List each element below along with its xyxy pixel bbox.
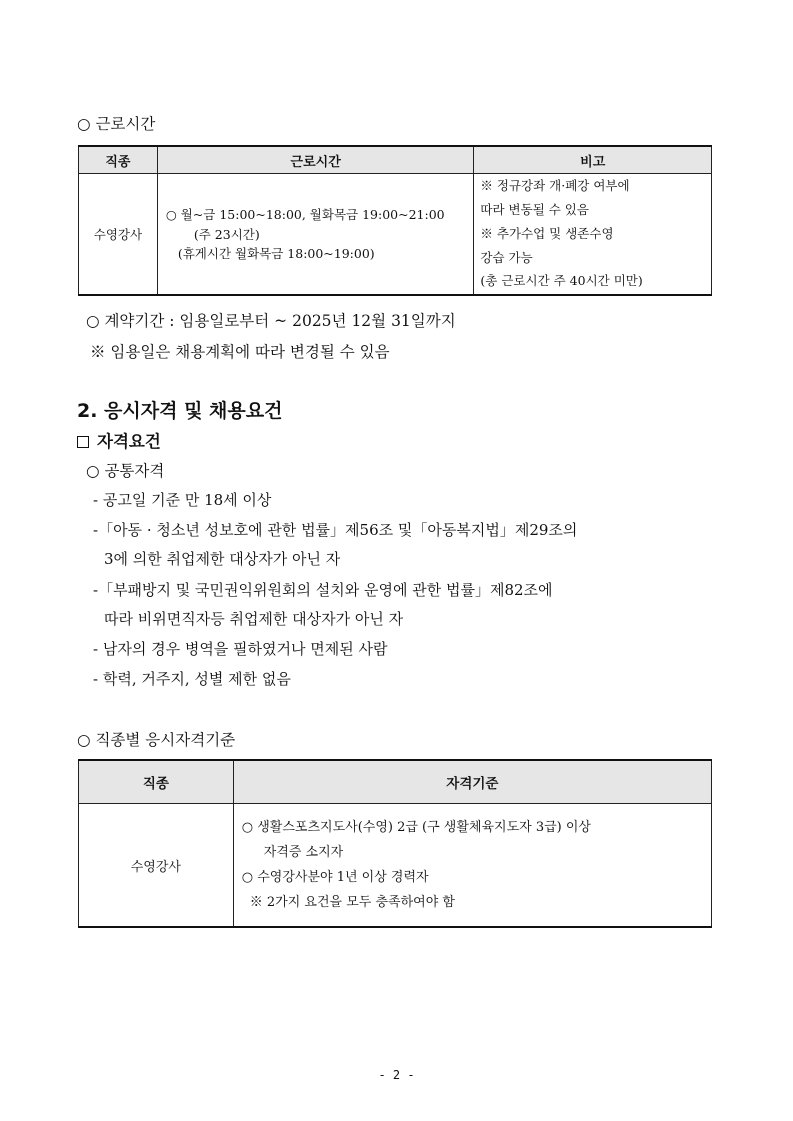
criteria-heading: ○ 직종별 응시자격기준 xyxy=(77,731,236,749)
col-header-remarks: 비고 xyxy=(474,146,712,174)
criteria-line-1: ○ 생활스포츠지도사(수영) 2급 (구 생활체육지도자 3급) 이상 xyxy=(241,820,591,835)
qualification-item: 3에 의한 취업제한 대상자가 아닌 자 xyxy=(104,550,341,568)
job-cell: 수영강사 xyxy=(79,804,234,928)
criteria-line-4: ※ 2가지 요건을 모두 충족하여야 함 xyxy=(249,895,455,910)
qualification-item: - 학력, 거주지, 성별 제한 없음 xyxy=(93,670,291,688)
qualification-subtitle-text: 자격요건 xyxy=(97,432,161,451)
work-hours-heading: ○ 근로시간 xyxy=(77,115,156,133)
hours-line-2: (주 23시간) xyxy=(193,227,260,242)
col-header-job: 직종 xyxy=(79,760,234,804)
qualification-item: - 남자의 경우 병역을 필하였거나 면제된 사람 xyxy=(93,640,388,658)
remark-line-4: 강습 가능 xyxy=(480,250,533,265)
qualification-item: - 공고일 기준 만 18세 이상 xyxy=(93,491,272,509)
square-bullet-icon xyxy=(77,436,89,448)
hours-cell xyxy=(157,174,474,296)
criteria-line-3: ○ 수영강사분야 1년 이상 경력자 xyxy=(241,870,429,885)
col-header-hours: 근로시간 xyxy=(157,146,474,174)
hours-line-3: (휴게시간 월화목금 18:00~19:00) xyxy=(177,246,375,261)
common-qualification-heading: ○ 공통자격 xyxy=(86,462,165,480)
col-header-job: 직종 xyxy=(79,146,158,174)
section-2-title: 2. 응시자격 및 채용요건 xyxy=(77,400,283,422)
work-hours-table xyxy=(78,145,712,296)
criteria-line-2: 자격증 소지자 xyxy=(263,845,344,860)
remark-line-2: 따라 변동될 수 있음 xyxy=(480,202,589,217)
page-number: - 2 - xyxy=(378,1068,415,1082)
job-cell: 수영강사 xyxy=(79,174,158,296)
remarks-cell xyxy=(474,174,712,296)
qualification-subtitle xyxy=(77,428,161,452)
remark-line-3: ※ 추가수업 및 생존수영 xyxy=(480,226,614,241)
contract-period: ○ 계약기간 : 임용일로부터 ~ 2025년 12월 31일까지 xyxy=(86,312,456,330)
hours-line-1: ○ 월~금 15:00~18:00, 월화목금 19:00~21:00 xyxy=(165,207,445,222)
qualification-item: -「아동 · 청소년 성보호에 관한 법률」제56조 및「아동복지법」제29조의 xyxy=(93,521,578,539)
contract-note: ※ 임용일은 채용계획에 따라 변경될 수 있음 xyxy=(90,343,390,361)
qualification-item: 따라 비위면직자등 취업제한 대상자가 아닌 자 xyxy=(104,610,404,628)
remark-line-1: ※ 정규강좌 개·폐강 여부에 xyxy=(480,178,630,193)
remark-line-5: (총 근로시간 주 40시간 미만) xyxy=(480,273,643,288)
criteria-cell xyxy=(233,804,711,928)
col-header-criteria: 자격기준 xyxy=(233,760,711,804)
criteria-table xyxy=(78,759,712,928)
qualification-item: -「부패방지 및 국민권익위원회의 설치와 운영에 관한 법률」제82조에 xyxy=(93,581,553,599)
